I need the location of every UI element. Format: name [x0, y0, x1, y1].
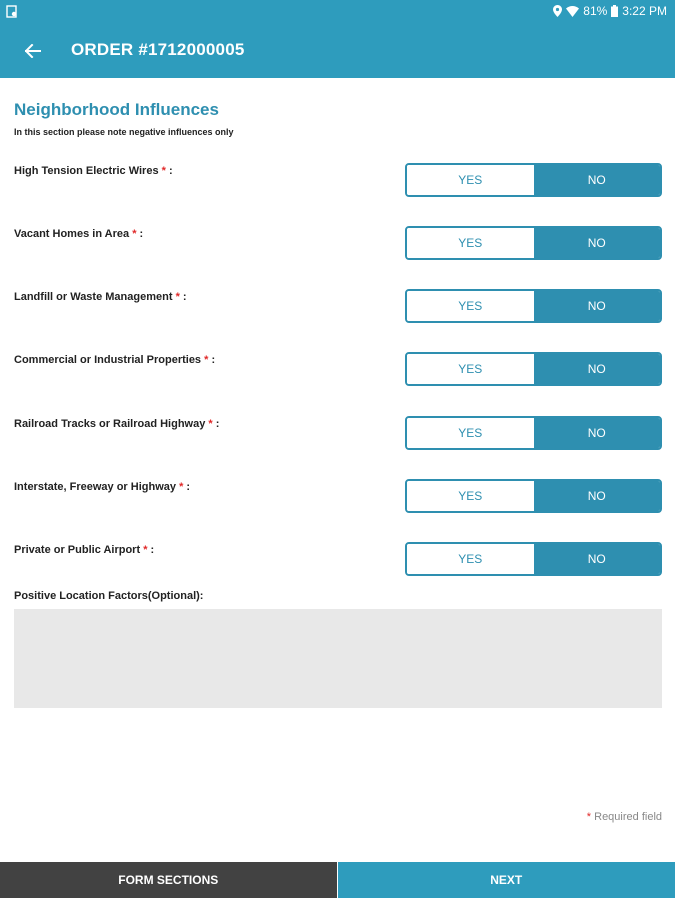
yes-no-toggle [405, 542, 662, 576]
app-bar [0, 0, 675, 78]
question-label: Private or Public Airport * : [14, 544, 155, 556]
yes-option[interactable]: YES [407, 291, 534, 321]
yes-option[interactable]: YES [407, 165, 534, 195]
question-row [14, 478, 662, 514]
yes-no-toggle [405, 352, 662, 386]
question-label: Interstate, Freeway or Highway * : [14, 481, 191, 493]
section-note: In this section please note negative influences only [14, 127, 234, 137]
question-label: Vacant Homes in Area * : [14, 228, 144, 240]
question-label: High Tension Electric Wires * : [14, 165, 173, 177]
no-option[interactable]: NO [534, 481, 661, 511]
yes-option[interactable]: YES [407, 544, 534, 574]
question-row [14, 162, 662, 198]
no-option[interactable]: NO [534, 228, 661, 258]
required-marker: * [204, 354, 209, 366]
notification-icon [6, 5, 18, 18]
question-row [14, 225, 662, 261]
bottom-bar [0, 862, 675, 898]
no-option[interactable]: NO [534, 418, 661, 448]
yes-option[interactable]: YES [407, 228, 534, 258]
no-option[interactable]: NO [534, 354, 661, 384]
no-option[interactable]: NO [534, 165, 661, 195]
wifi-icon [566, 6, 579, 17]
question-label: Railroad Tracks or Railroad Highway * : [14, 418, 220, 430]
back-button[interactable] [18, 36, 48, 66]
required-marker: * [143, 544, 148, 556]
yes-option[interactable]: YES [407, 354, 534, 384]
no-option[interactable]: NO [534, 291, 661, 321]
positive-factors-label: Positive Location Factors(Optional): [14, 590, 204, 602]
battery-percent: 81% [583, 4, 608, 18]
yes-no-toggle [405, 163, 662, 197]
next-button[interactable]: NEXT [338, 862, 675, 898]
form-sections-button[interactable]: FORM SECTIONS [0, 862, 337, 898]
question-label: Landfill or Waste Management * : [14, 291, 187, 303]
question-row [14, 541, 662, 577]
positive-factors-input[interactable] [14, 609, 662, 708]
toolbar [0, 24, 675, 78]
question-row [14, 351, 662, 387]
required-marker: * [208, 418, 213, 430]
arrow-left-icon [25, 44, 41, 58]
clock: 3:22 PM [622, 4, 667, 18]
yes-option[interactable]: YES [407, 418, 534, 448]
battery-icon [611, 5, 618, 17]
question-row [14, 415, 662, 451]
yes-option[interactable]: YES [407, 481, 534, 511]
yes-no-toggle [405, 226, 662, 260]
yes-no-toggle [405, 289, 662, 323]
required-marker: * [175, 291, 180, 303]
location-icon [553, 5, 562, 17]
section-title: Neighborhood Influences [14, 100, 219, 119]
required-field-note: * Required field [586, 811, 662, 823]
status-bar [0, 0, 675, 24]
page-title: ORDER #1712000005 [71, 40, 245, 59]
yes-no-toggle [405, 416, 662, 450]
question-label: Commercial or Industrial Properties * : [14, 354, 216, 366]
required-marker: * [179, 481, 184, 493]
required-marker: * [132, 228, 137, 240]
required-marker: * [161, 165, 166, 177]
no-option[interactable]: NO [534, 544, 661, 574]
question-row [14, 288, 662, 324]
yes-no-toggle [405, 479, 662, 513]
